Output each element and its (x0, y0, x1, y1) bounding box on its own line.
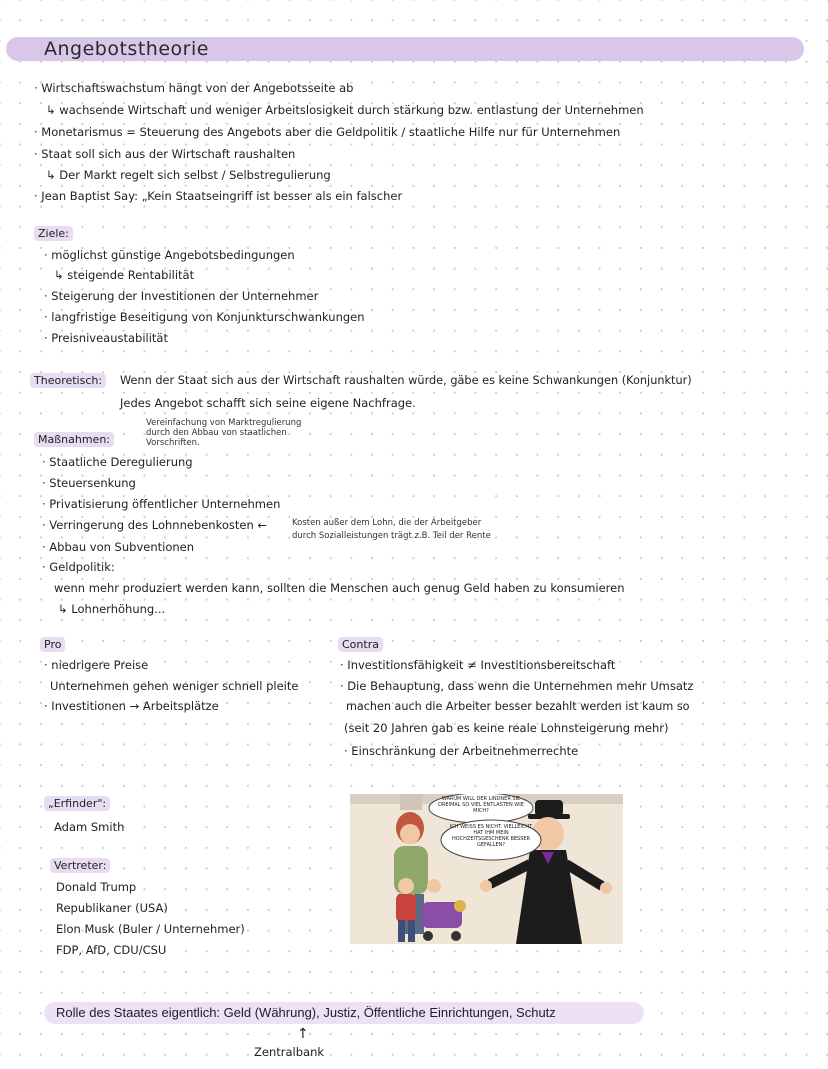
cartoon-drawing (350, 794, 623, 944)
vertreter-item: Donald Trump (56, 880, 137, 894)
pro-label: Pro (40, 637, 65, 652)
lohnnebenkosten-note: Kosten außer dem Lohn, die der Arbeitgeber (292, 518, 482, 528)
theoretisch-line: Wenn der Staat sich aus der Wirtschaft raushalten würde, gäbe es keine Schwankungen (Konjunktur) (120, 374, 692, 387)
massnahmen-item: · Geldpolitik: (42, 560, 115, 574)
cartoon-bubble-2: ICH WEISS ES NICHT. VIELLEICHT HAT IHM MEIN HOCHZEITSGESCHENK BESSER GEFALLEN? (449, 824, 533, 848)
ziele-item: · möglichst günstige Angebotsbedingungen (44, 248, 295, 262)
geldpolitik-text: wenn mehr produziert werden kann, sollten die Menschen auch genug Geld haben zu konsumieren (54, 581, 625, 595)
political-cartoon-image (350, 794, 623, 944)
pro-item: Unternehmen gehen weniger schnell pleite (50, 679, 299, 693)
massnahmen-item: · Steuersenkung (42, 476, 136, 490)
theoretisch-line: Jedes Angebot schafft sich seine eigene Nachfrage. (120, 396, 416, 410)
ziele-item: · Preisniveaustabilität (44, 331, 168, 345)
theoretisch-label: Theoretisch: (30, 373, 106, 388)
ziele-item: · Steigerung der Investitionen der Unternehmer (44, 289, 319, 303)
ziele-item: · langfristige Beseitigung von Konjunkturschwankungen (44, 310, 365, 324)
massnahmen-item: · Staatliche Deregulierung (42, 455, 193, 469)
lohnnebenkosten-note: durch Sozialleistungen trägt z.B. Teil der Rente (292, 531, 491, 541)
deregulierung-note: Vorschriften. (146, 438, 200, 448)
ziele-item: ↳ steigende Rentabilität (54, 268, 195, 282)
intro-line: ↳ Der Markt regelt sich selbst / Selbstregulierung (46, 168, 331, 182)
rolle-des-staates: Rolle des Staates eigentlich: Geld (Währung), Justiz, Öffentliche Einrichtungen, Schutz (56, 1005, 556, 1020)
intro-line: · Monetarismus = Steuerung des Angebots aber die Geldpolitik / staatliche Hilfe nur für Unternehmen (34, 125, 621, 139)
intro-line: · Wirtschaftswachstum hängt von der Angebotsseite ab (34, 81, 354, 95)
contra-item: (seit 20 Jahren gab es keine reale Lohnsteigerung mehr) (344, 721, 669, 735)
massnahmen-item: · Verringerung des Lohnnebenkosten ← (42, 518, 268, 532)
pro-item: · Investitionen → Arbeitsplätze (44, 699, 219, 713)
contra-item: machen auch die Arbeiter besser bezahlt werden ist kaum so (346, 700, 690, 713)
vertreter-label: Vertreter: (50, 858, 110, 873)
cartoon-bubble-1: WARUM WILL DER LINDNER SIE DREIMAL SO VIEL ENTLASTEN WIE MICH? (438, 796, 524, 814)
vertreter-item: Republikaner (USA) (56, 901, 168, 915)
massnahmen-label: Maßnahmen: (34, 432, 114, 447)
erfinder-label: „Erfinder": (44, 796, 110, 811)
vertreter-item: FDP, AfD, CDU/CSU (56, 943, 167, 957)
intro-line: · Staat soll sich aus der Wirtschaft raushalten (34, 147, 296, 161)
page-title: Angebotstheorie (44, 38, 209, 60)
geldpolitik-text: ↳ Lohnerhöhung... (58, 602, 166, 616)
arrow-up-icon: ↑ (297, 1026, 309, 1042)
zentralbank-note: Zentralbank (254, 1045, 325, 1059)
deregulierung-note: durch den Abbau von staatlichen (146, 428, 287, 438)
ziele-label: Ziele: (34, 226, 73, 241)
intro-line: · Jean Baptist Say: „Kein Staatseingriff ist besser als ein falscher (34, 189, 403, 203)
deregulierung-note: Vereinfachung von Marktregulierung (146, 418, 302, 428)
intro-line: ↳ wachsende Wirtschaft und weniger Arbeitslosigkeit durch stärkung bzw. entlastung der Unternehmen (46, 103, 644, 117)
massnahmen-item: · Privatisierung öffentlicher Unternehmen (42, 497, 281, 511)
massnahmen-item: · Abbau von Subventionen (42, 540, 195, 554)
contra-item: · Die Behauptung, dass wenn die Unternehmen mehr Umsatz (340, 679, 694, 693)
erfinder-name: Adam Smith (54, 820, 125, 834)
contra-label: Contra (338, 637, 383, 652)
pro-item: · niedrigere Preise (44, 658, 149, 672)
vertreter-item: Elon Musk (Buler / Unternehmer) (56, 922, 245, 936)
contra-item: · Einschränkung der Arbeitnehmerrechte (344, 744, 579, 758)
contra-item: · Investitionsfähigkeit ≠ Investitionsbereitschaft (340, 658, 616, 672)
